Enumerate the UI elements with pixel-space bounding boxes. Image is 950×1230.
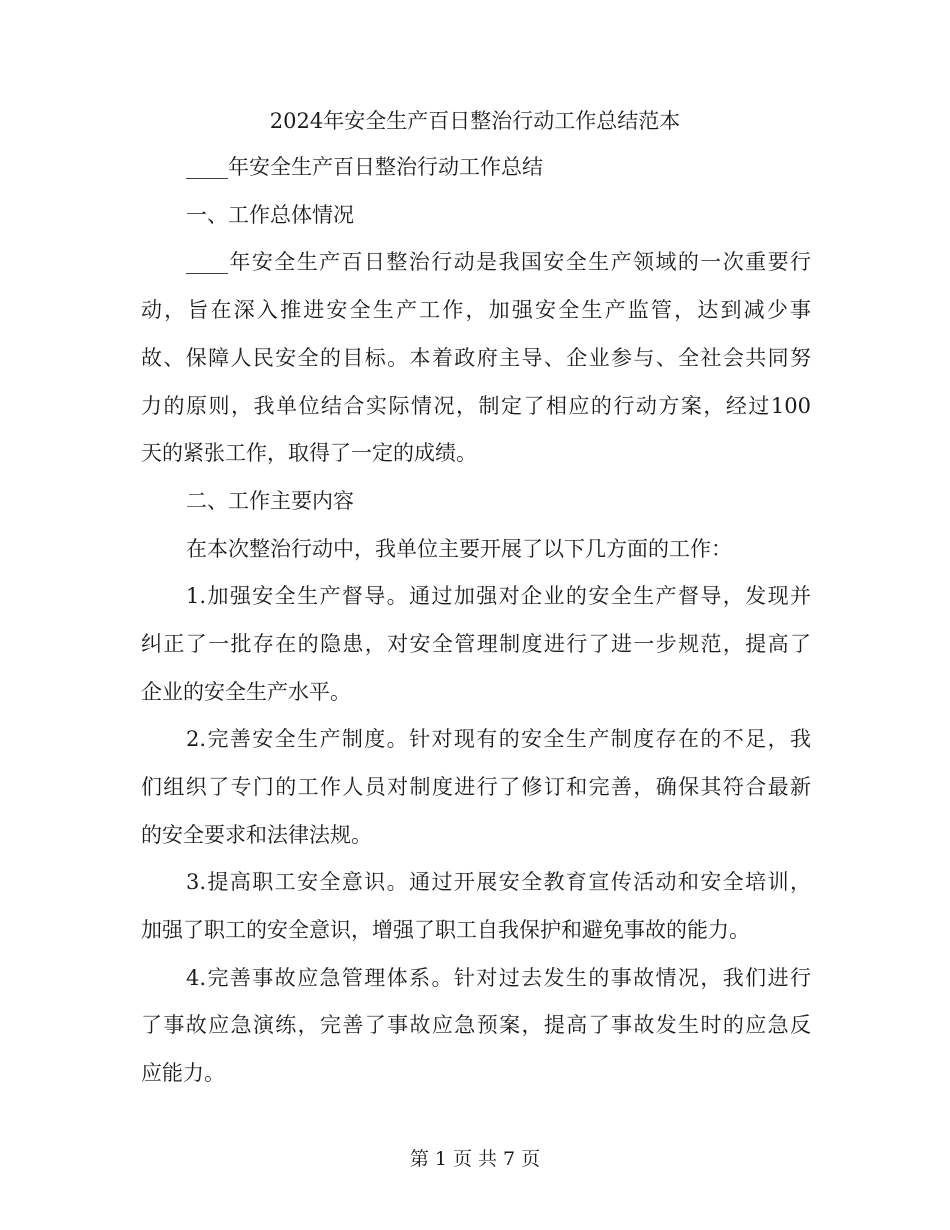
page-footer: 第 1 页 共 7 页 xyxy=(409,1148,541,1170)
list-item-line: 1.加强安全生产督导。通过加强对企业的安全生产督导，发现并 xyxy=(186,584,811,608)
list-item-line: 4.完善事故应急管理体系。针对过去发生的事故情况，我们进行 xyxy=(186,966,811,990)
subtitle-line: ____年安全生产百日整治行动工作总结 xyxy=(186,155,543,179)
paragraph-line: 在本次整治行动中，我单位主要开展了以下几方面的工作： xyxy=(186,537,732,561)
list-item-line: 2.完善安全生产制度。针对现有的安全生产制度存在的不足，我 xyxy=(186,727,811,751)
list-item-line: 应能力。 xyxy=(141,1061,225,1085)
document-title: 2024年安全生产百日整治行动工作总结范本 xyxy=(269,109,681,133)
section-heading-overview: 一、工作总体情况 xyxy=(186,203,354,227)
list-item-line: 加强了职工的安全意识，增强了职工自我保护和避免事故的能力。 xyxy=(141,918,750,942)
paragraph-line: 天的紧张工作，取得了一定的成绩。 xyxy=(141,441,477,465)
section-heading-content: 二、工作主要内容 xyxy=(186,489,354,513)
paragraph-line: 动，旨在深入推进安全生产工作，加强安全生产监管，达到减少事 xyxy=(141,298,811,322)
list-item-line: 3.提高职工安全意识。通过开展安全教育宣传活动和安全培训， xyxy=(186,870,811,894)
list-item-line: 的安全要求和法律法规。 xyxy=(141,823,372,847)
list-item-line: 纠正了一批存在的隐患，对安全管理制度进行了进一步规范，提高了 xyxy=(141,632,811,656)
paragraph-line: 力的原则，我单位结合实际情况，制定了相应的行动方案，经过100 xyxy=(141,394,811,418)
list-item-line: 们组织了专门的工作人员对制度进行了修订和完善，确保其符合最新 xyxy=(141,775,811,799)
paragraph-line: 故、保障人民安全的目标。本着政府主导、企业参与、全社会共同努 xyxy=(141,346,811,370)
paragraph-line: ____年安全生产百日整治行动是我国安全生产领域的一次重要行 xyxy=(186,250,811,274)
list-item-line: 企业的安全生产水平。 xyxy=(141,680,351,704)
list-item-line: 了事故应急演练，完善了事故应急预案，提高了事故发生时的应急反 xyxy=(141,1013,811,1037)
